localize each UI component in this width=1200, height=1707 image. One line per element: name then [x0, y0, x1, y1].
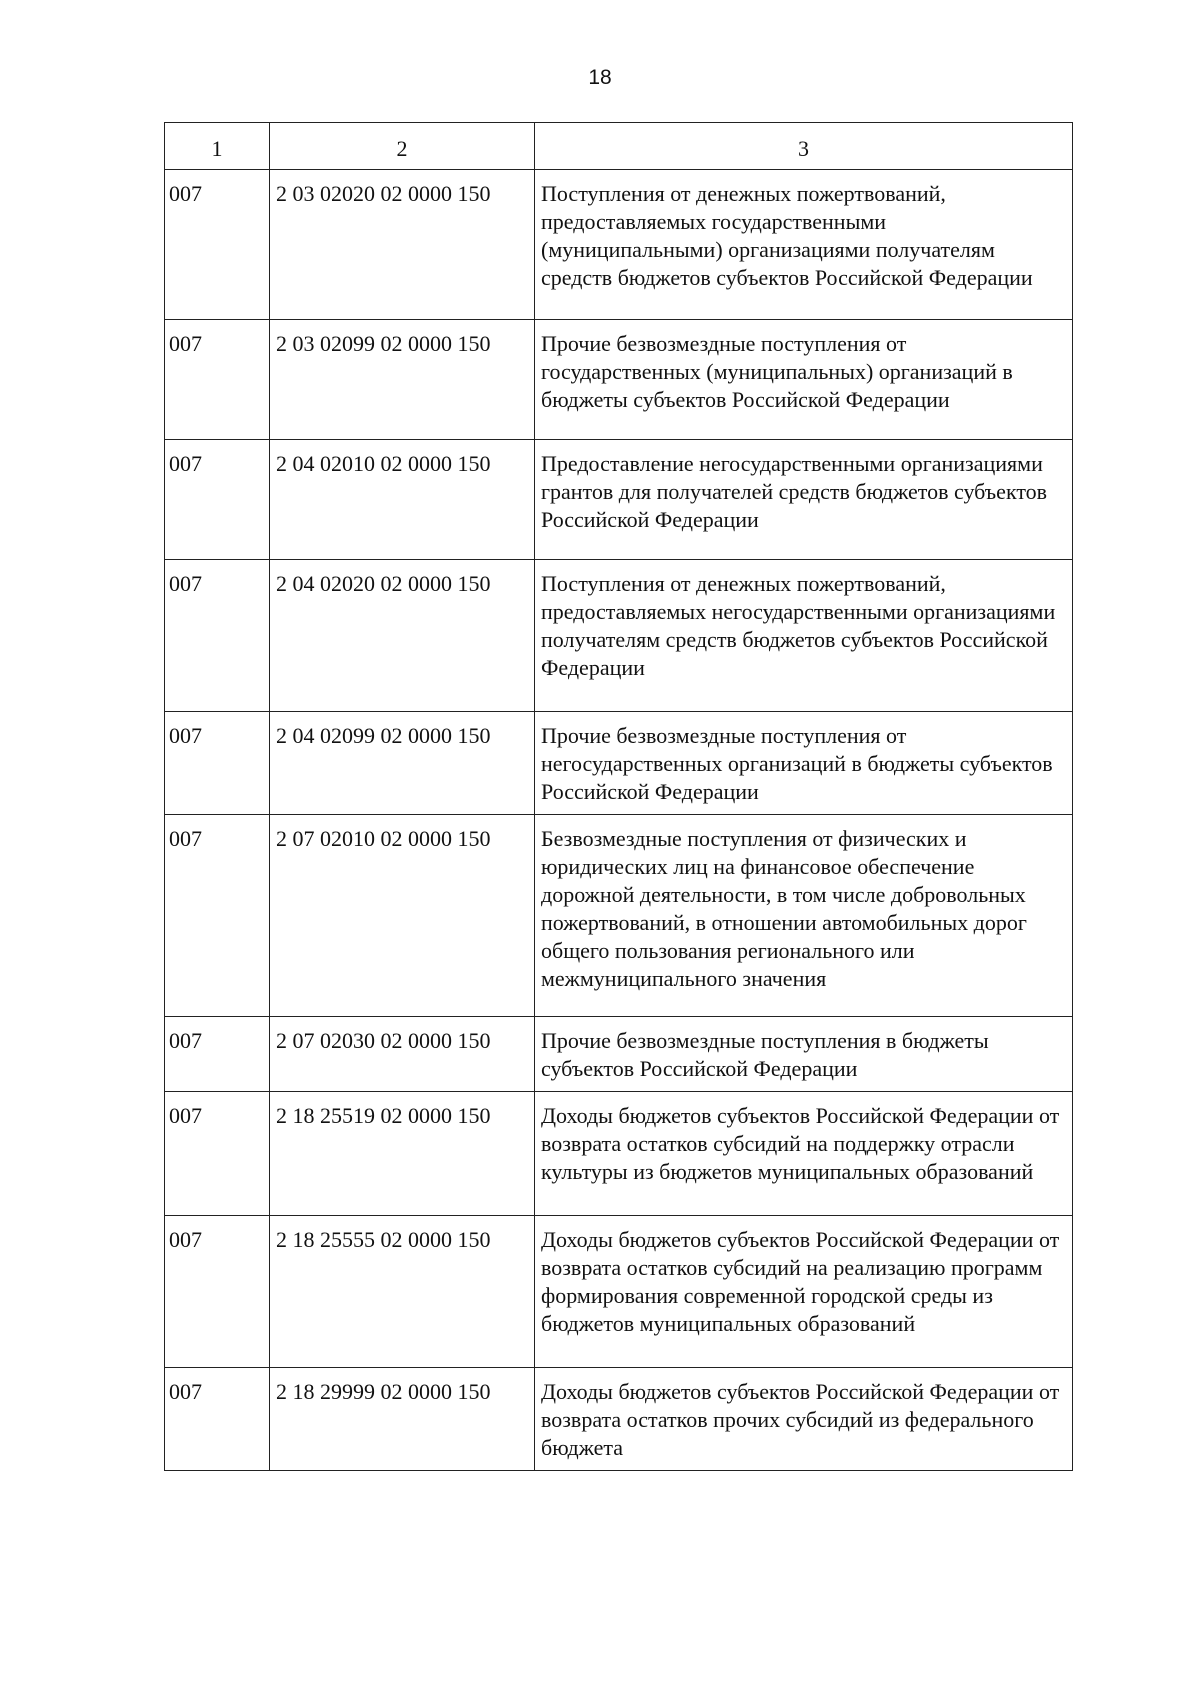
column-header-3: 3	[535, 123, 1073, 170]
budget-code-cell: 2 18 25555 02 0000 150	[270, 1216, 535, 1368]
budget-code-cell: 2 03 02020 02 0000 150	[270, 170, 535, 320]
revenue-codes-table	[164, 122, 1073, 1471]
page-number: 18	[588, 66, 612, 89]
budget-code-cell: 2 04 02010 02 0000 150	[270, 440, 535, 560]
admin-code-cell: 007	[165, 170, 270, 320]
admin-code-cell: 007	[165, 440, 270, 560]
table-row	[165, 815, 1073, 1017]
description-cell: Предоставление негосударственными организациями грантов для получателей средств бюджетов субъектов Российской Федерации	[535, 440, 1073, 560]
table-row	[165, 320, 1073, 440]
description-cell: Поступления от денежных пожертвований, предоставляемых государственными (муниципальными) организациями получателям средств бюджетов субъектов Российской Федерации	[535, 170, 1073, 320]
budget-code-cell: 2 07 02010 02 0000 150	[270, 815, 535, 1017]
description-cell: Прочие безвозмездные поступления от государственных (муниципальных) организаций в бюджеты субъектов Российской Федерации	[535, 320, 1073, 440]
budget-code-cell: 2 18 25519 02 0000 150	[270, 1092, 535, 1216]
table-header-row	[165, 123, 1073, 170]
table-row	[165, 712, 1073, 815]
admin-code-cell: 007	[165, 712, 270, 815]
description-cell: Прочие безвозмездные поступления в бюджеты субъектов Российской Федерации	[535, 1017, 1073, 1092]
description-cell: Поступления от денежных пожертвований, предоставляемых негосударственными организациями получателям средств бюджетов субъектов Российской Федерации	[535, 560, 1073, 712]
budget-code-cell: 2 04 02099 02 0000 150	[270, 712, 535, 815]
table-row	[165, 1368, 1073, 1471]
admin-code-cell: 007	[165, 320, 270, 440]
description-cell: Доходы бюджетов субъектов Российской Федерации от возврата остатков субсидий на реализацию программ формирования современной городской среды из бюджетов муниципальных образований	[535, 1216, 1073, 1368]
description-cell: Безвозмездные поступления от физических и юридических лиц на финансовое обеспечение дорожной деятельности, в том числе добровольных пожертвований, в отношении автомобильных дорог общего пользования регионального или межмуниципального значения	[535, 815, 1073, 1017]
description-cell: Доходы бюджетов субъектов Российской Федерации от возврата остатков прочих субсидий из федерального бюджета	[535, 1368, 1073, 1471]
admin-code-cell: 007	[165, 1092, 270, 1216]
column-header-1: 1	[165, 123, 270, 170]
table-row	[165, 170, 1073, 320]
table-row	[165, 560, 1073, 712]
table-row	[165, 1092, 1073, 1216]
budget-code-cell: 2 07 02030 02 0000 150	[270, 1017, 535, 1092]
budget-code-cell: 2 18 29999 02 0000 150	[270, 1368, 535, 1471]
table-row	[165, 1017, 1073, 1092]
admin-code-cell: 007	[165, 815, 270, 1017]
column-header-2: 2	[270, 123, 535, 170]
table-row	[165, 1216, 1073, 1368]
budget-code-cell: 2 04 02020 02 0000 150	[270, 560, 535, 712]
admin-code-cell: 007	[165, 1216, 270, 1368]
table-row	[165, 440, 1073, 560]
admin-code-cell: 007	[165, 1017, 270, 1092]
description-cell: Прочие безвозмездные поступления от негосударственных организаций в бюджеты субъектов Российской Федерации	[535, 712, 1073, 815]
admin-code-cell: 007	[165, 560, 270, 712]
description-cell: Доходы бюджетов субъектов Российской Федерации от возврата остатков субсидий на поддержку отрасли культуры из бюджетов муниципальных образований	[535, 1092, 1073, 1216]
admin-code-cell: 007	[165, 1368, 270, 1471]
budget-code-cell: 2 03 02099 02 0000 150	[270, 320, 535, 440]
